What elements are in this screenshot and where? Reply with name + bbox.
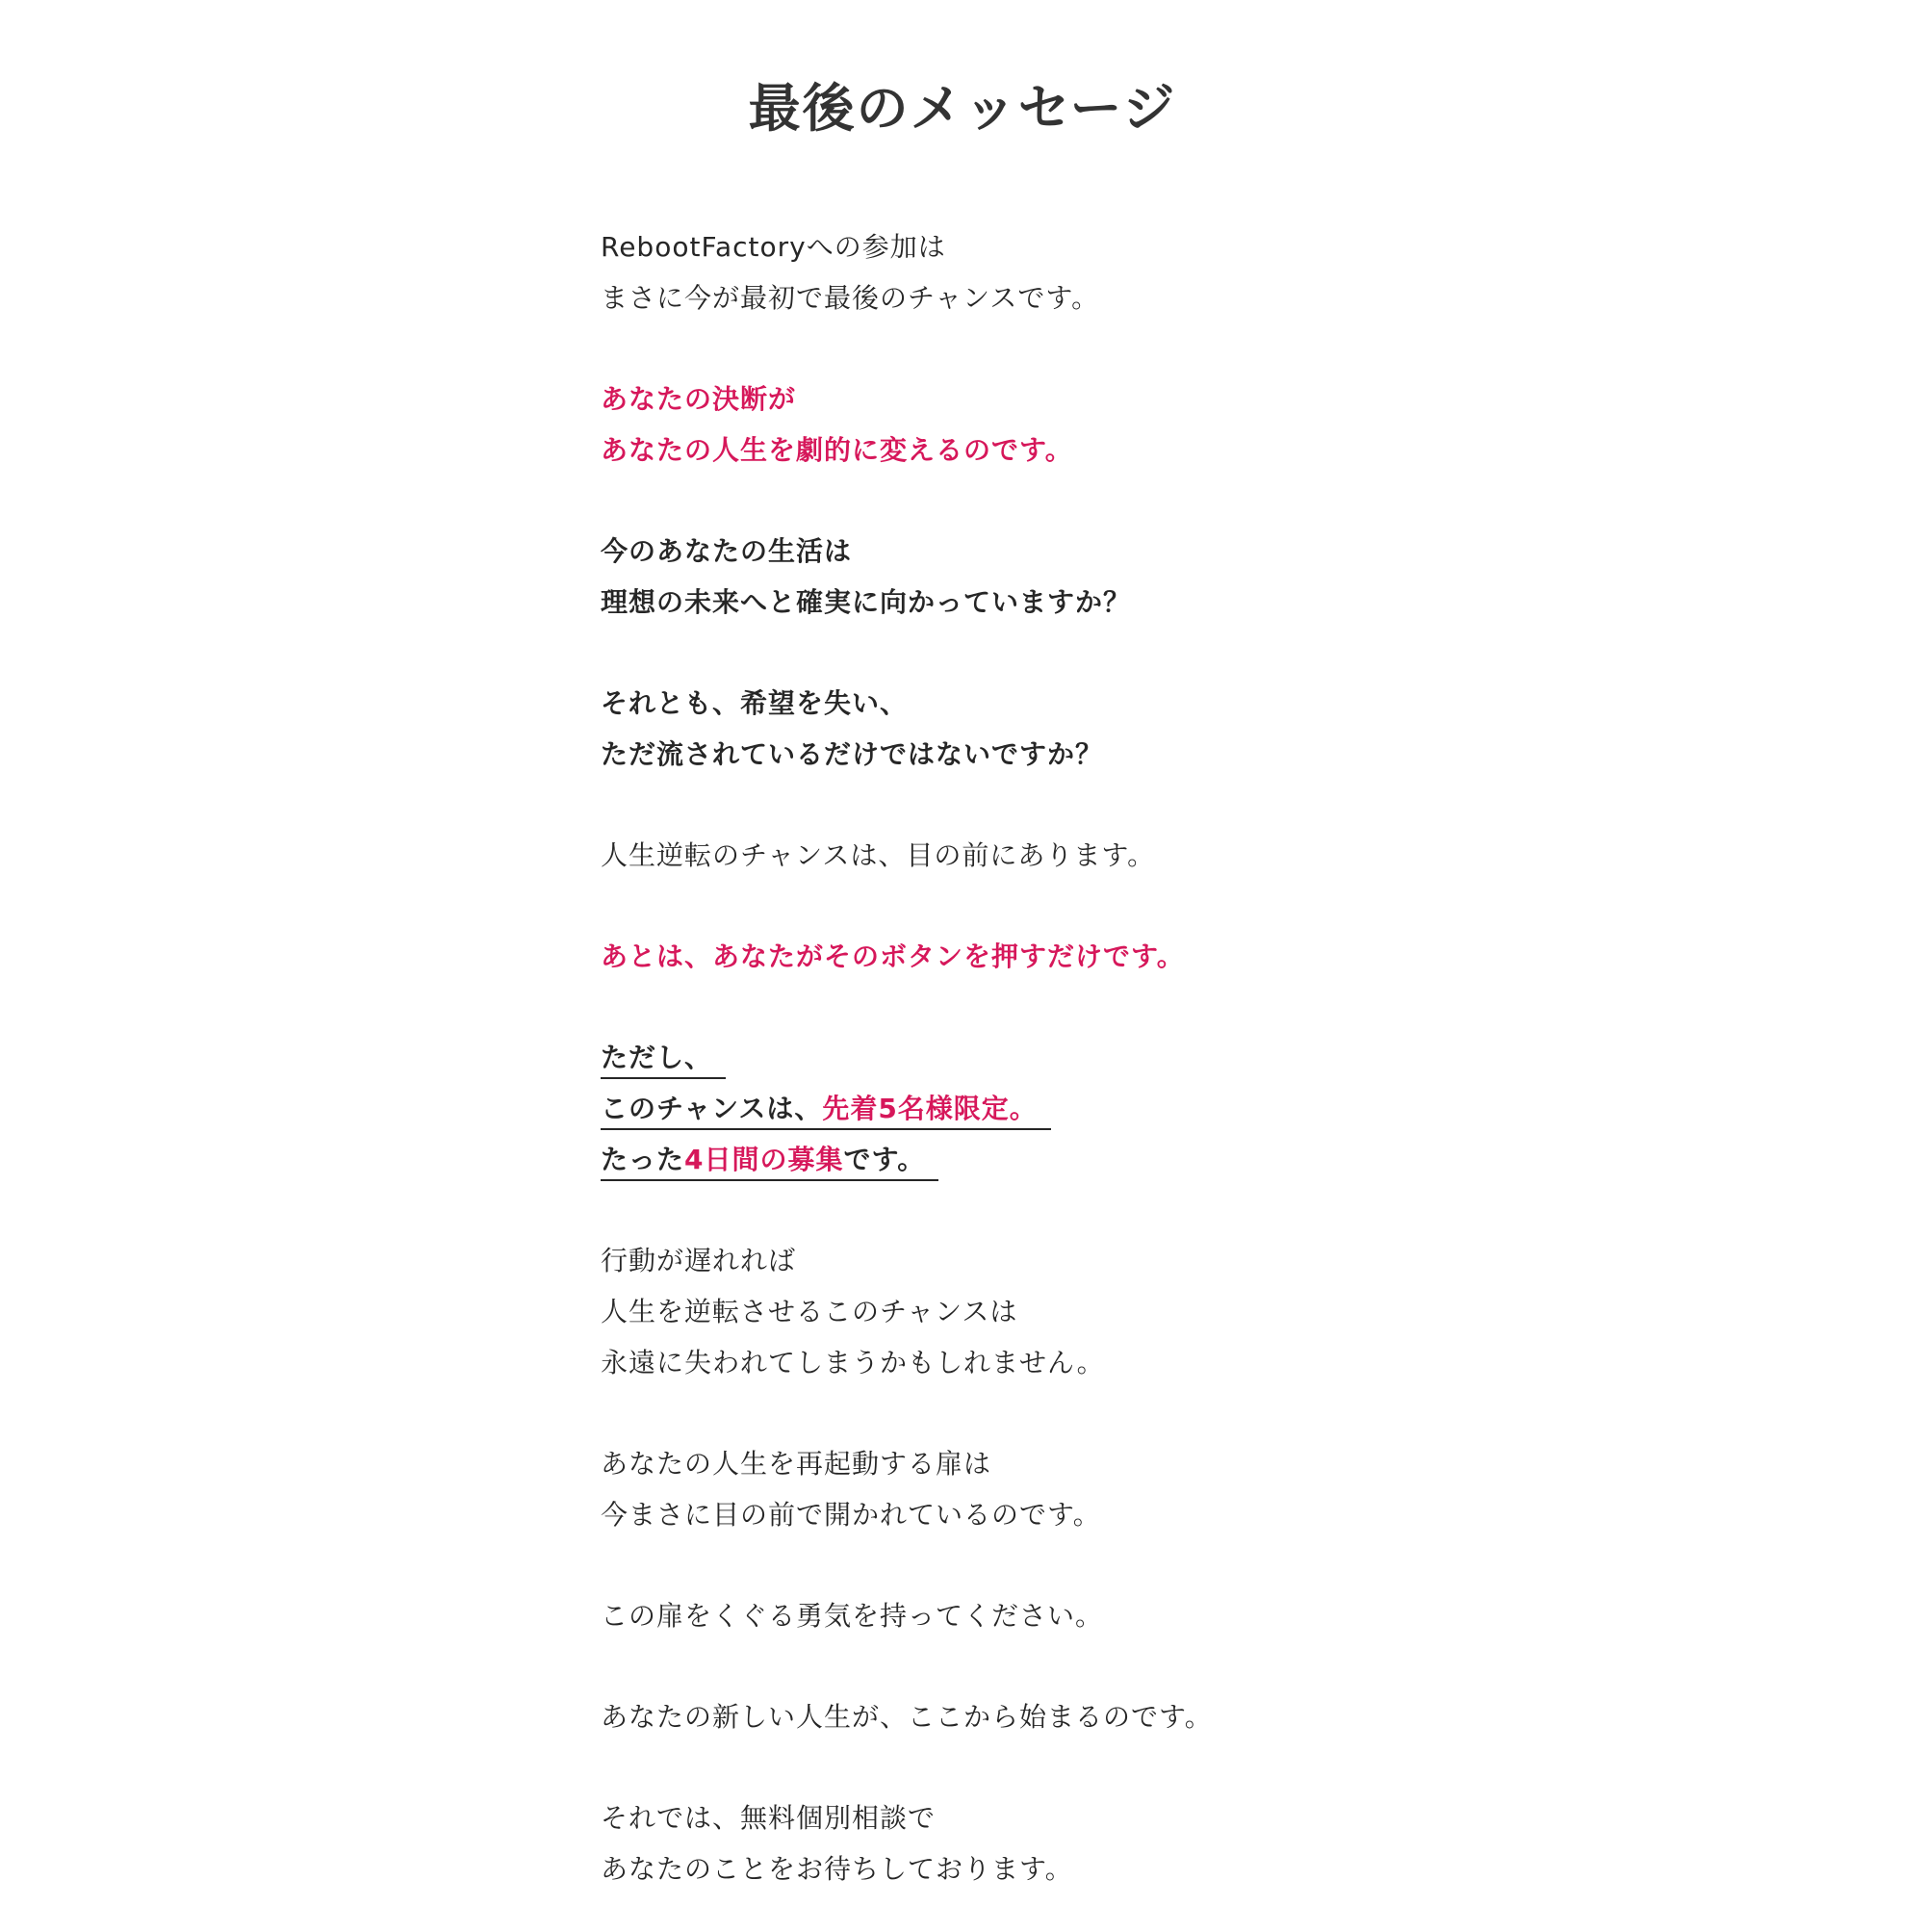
question-line-1: 今のあなたの生活は	[601, 535, 853, 567]
limit-text-normal: このチャンスは、	[601, 1093, 823, 1124]
paragraph-gap	[601, 1742, 1563, 1792]
limit-underline-1: ただし、	[601, 1039, 726, 1079]
paragraph-gap	[601, 476, 1563, 526]
paragraph-gap	[601, 1185, 1563, 1235]
paragraph-gap	[601, 982, 1563, 1032]
closing-line-1: それでは、無料個別相談で	[601, 1802, 937, 1834]
door-line-2: 今まさに目の前で開かれているのです。	[601, 1499, 1101, 1531]
button-call-line: あとは、あなたがそのボタンを押すだけです。	[601, 940, 1185, 972]
paragraph-gap	[601, 780, 1563, 830]
delay-line-2: 人生を逆転させるこのチャンスは	[601, 1296, 1018, 1327]
question-line-2: 理想の未来へと確実に向かっていますか？	[601, 586, 1132, 618]
chance-line: 人生逆転のチャンスは、目の前にあります。	[601, 839, 1156, 871]
paragraph-gap	[601, 1540, 1563, 1590]
decision-line-2: あなたの人生を劇的に変えるのです。	[601, 434, 1073, 466]
paragraph-gap	[601, 323, 1563, 374]
delay-line-3: 永遠に失われてしまうかもしれません。	[601, 1347, 1105, 1378]
delay-line-1: 行動が遅れれば	[601, 1245, 797, 1276]
limit-line-1	[601, 1032, 1563, 1083]
question-line-4: ただ流されているだけではないですか？	[601, 738, 1104, 770]
paragraph-gap	[601, 1641, 1563, 1691]
limit-line-3	[601, 1134, 1563, 1185]
decision-line-1: あなたの決断が	[601, 383, 797, 415]
paragraph-gap	[601, 628, 1563, 678]
intro-line-2: まさに今が最初で最後のチャンスです。	[601, 282, 1100, 314]
limit-underline-3	[601, 1141, 938, 1181]
door-line-1: あなたの人生を再起動する扉は	[601, 1448, 992, 1480]
limit-text-normal: たった	[601, 1144, 685, 1175]
paragraph-gap	[601, 1388, 1563, 1438]
limit-line-2	[601, 1083, 1563, 1134]
limit-underline-2	[601, 1090, 1051, 1130]
closing-line-2: あなたのことをお待ちしております。	[601, 1853, 1073, 1885]
intro-line-1: RebootFactoryへの参加は	[601, 231, 946, 263]
limit-text-accent: 先着5名様限定。	[822, 1093, 1038, 1124]
new-life-line: あなたの新しい人生が、ここから始まるのです。	[601, 1701, 1213, 1733]
courage-line: この扉をくぐる勇気を持ってください。	[601, 1600, 1104, 1632]
question-line-3: それとも、希望を失い、	[601, 687, 909, 719]
message-body	[601, 221, 1563, 1894]
limit-text-accent: 4日間の募集	[684, 1144, 844, 1175]
paragraph-gap	[601, 881, 1563, 931]
limit-text-normal: です。	[843, 1144, 926, 1175]
page-title: 最後のメッセージ	[748, 78, 1177, 139]
